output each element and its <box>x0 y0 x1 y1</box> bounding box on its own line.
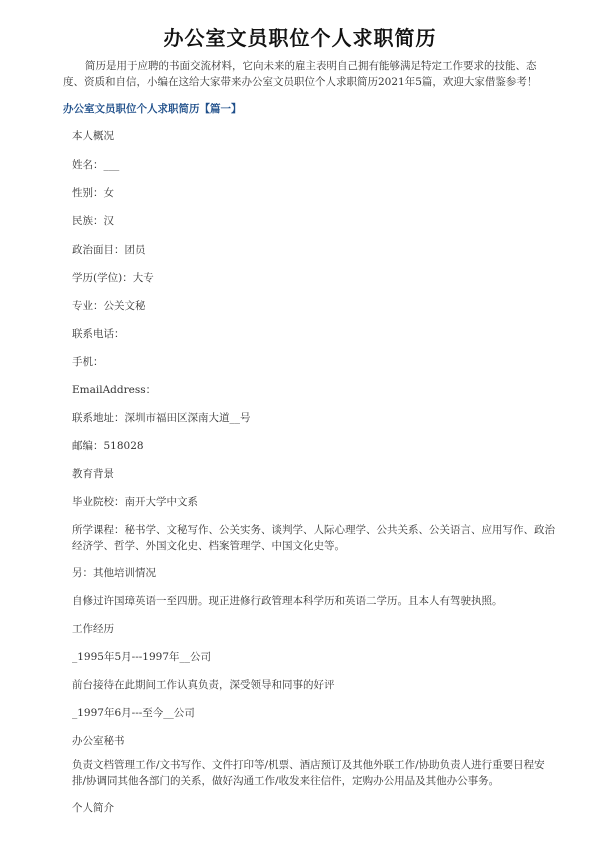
training-heading: 另：其他培训情况 <box>72 567 156 579</box>
courses-paragraph: 所学课程：秘书学、文秘写作、公关实务、谈判学、人际心理学、公共关系、公关语言、应用写作、政治经济学、哲学、外国文化史、档案管理学、中国文化史等。 <box>72 524 555 552</box>
profile-heading: 个人简介 <box>72 802 114 814</box>
mobile-field: 手机： <box>72 356 104 368</box>
political-status-field: 政治面目：团员 <box>72 244 146 256</box>
job2-description: 负责文档管理工作/文书写作、文件打印等/机票、酒店预订及其他外联工作/协助负责人进行重要日程安排/协调同其他各部门的关系，做好沟通工作/收发来往信件，定购办公用品及其他办公事务。 <box>72 759 545 787</box>
email-field: EmailAddress： <box>72 384 157 396</box>
document-title: 办公室文员职位个人求职简历 <box>163 26 437 50</box>
overview-heading: 本人概况 <box>72 130 114 142</box>
phone-field: 联系电话： <box>72 328 125 340</box>
major-field: 专业：公关文秘 <box>72 300 146 312</box>
work-heading: 工作经历 <box>72 623 114 635</box>
job2-title: 办公室秘书 <box>72 735 125 747</box>
job2-period: _1997年6月---至今__公司 <box>72 707 195 719</box>
education-level-field: 学历(学位)：大专 <box>72 272 154 284</box>
gender-field: 性别：女 <box>72 187 114 199</box>
job1-description: 前台接待在此期间工作认真负责，深受领导和同事的好评 <box>72 679 335 691</box>
section-heading: 办公室文员职位个人求职简历【篇一】 <box>63 103 242 115</box>
name-field: 姓名：___ <box>72 159 120 171</box>
ethnicity-field: 民族：汉 <box>72 215 114 227</box>
training-paragraph: 自修过许国璋英语一至四册。现正进修行政管理本科学历和英语二学历。且本人有驾驶执照。 <box>72 595 503 607</box>
education-heading: 教育背景 <box>72 468 114 480</box>
address-field: 联系地址：深圳市福田区深南大道__号 <box>72 412 251 424</box>
job1-period: _1995年5月---1997年__公司 <box>72 651 212 663</box>
postcode-field: 邮编：518028 <box>72 440 144 452</box>
intro-paragraph: 简历是用于应聘的书面交流材料，它向未来的雇主表明自己拥有能够满足特定工作要求的技能、态度、资质和自信，小编在这给大家带来办公室文员职位个人求职简历2021年5篇，欢迎大家借鉴参考！ <box>63 60 538 88</box>
school-field: 毕业院校：南开大学中文系 <box>72 496 198 508</box>
